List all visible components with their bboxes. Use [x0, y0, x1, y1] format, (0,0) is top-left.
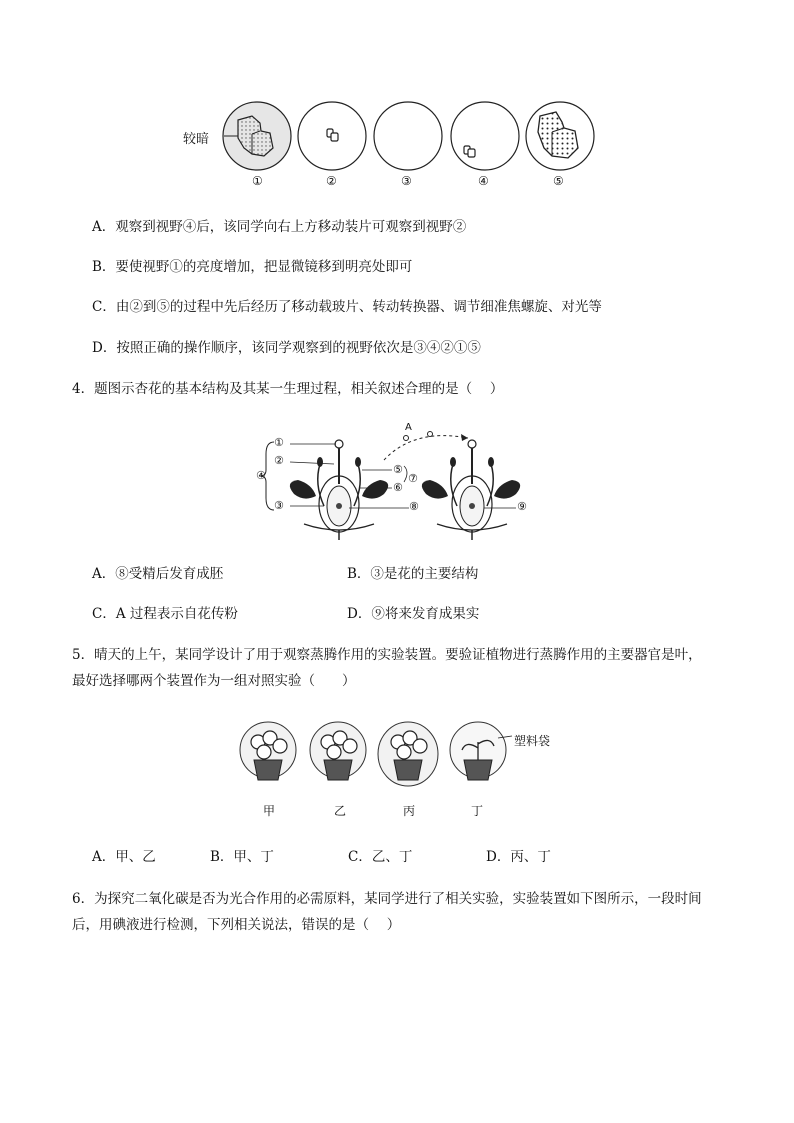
pot-bing — [378, 722, 438, 786]
flower-label-7: ⑦ — [408, 472, 418, 485]
flower-label-9: ⑨ — [517, 500, 527, 513]
pot-ding — [450, 722, 512, 780]
q4-stem: 4．题图示杏花的基本结构及其某一生理过程，相关叙述合理的是（ ） — [72, 381, 504, 397]
q4-option-b[interactable]: B．③是花的主要结构 — [347, 566, 479, 582]
view-5-large-cells — [526, 102, 594, 170]
view-3-empty — [374, 102, 442, 170]
flower-label-6: ⑥ — [393, 481, 403, 494]
q3-option-b[interactable]: B．要使视野①的亮度增加，把显微镜移到明亮处即可 — [92, 259, 413, 275]
view-label-5: ⑤ — [553, 174, 564, 188]
q5-stem-line-2: 最好选择哪两个装置作为一组对照实验（ ） — [72, 673, 356, 689]
pot-label-yi: 乙 — [334, 804, 347, 818]
q6-stem-line-1: 6．为探究二氧化碳是否为光合作用的必需原料，某同学进行了相关实验，实验装置如下图所示，一段时间 — [72, 891, 702, 907]
view-label-1: ① — [252, 174, 263, 188]
q4-option-d[interactable]: D．⑨将来发育成果实 — [347, 606, 480, 622]
dark-label: 较暗 — [183, 132, 210, 147]
view-label-2: ② — [326, 174, 337, 188]
q5-stem-line-1: 5．晴天的上午，某同学设计了用于观察蒸腾作用的实验装置。要验证植物进行蒸腾作用的主要器官是叶， — [72, 647, 702, 663]
microscope-views-svg — [180, 96, 600, 192]
q5-option-d[interactable]: D．丙、丁 — [486, 849, 551, 865]
q6-stem-line-2: 后，用碘液进行检测，下列相关说法，错误的是（ ） — [72, 917, 401, 933]
flower-label-3: ③ — [274, 499, 284, 512]
view-1-dark-field — [223, 102, 291, 170]
view-label-3: ③ — [401, 174, 412, 188]
q3-option-a[interactable]: A．观察到视野④后，该同学向右上方移动装片可观察到视野② — [92, 219, 467, 235]
view-4-offset-cells — [451, 102, 519, 170]
view-label-4: ④ — [478, 174, 489, 188]
q5-option-c[interactable]: C．乙、丁 — [348, 849, 413, 865]
transpiration-setup-figure — [236, 720, 546, 800]
flower-label-8: ⑧ — [409, 500, 419, 513]
q5-option-b[interactable]: B．甲、丁 — [210, 849, 274, 865]
flower-label-4: ④ — [256, 469, 266, 482]
flower-label-2: ② — [274, 454, 284, 467]
flower-label-5: ⑤ — [393, 463, 403, 476]
pot-label-bing: 丙 — [403, 804, 416, 818]
pot-yi — [310, 722, 366, 780]
pot-label-jia: 甲 — [263, 804, 276, 818]
flower-label-1: ① — [274, 436, 284, 449]
q5-option-a[interactable]: A．甲、乙 — [92, 849, 156, 865]
bag-label: 塑料袋 — [514, 734, 551, 748]
transpiration-setup-svg — [236, 720, 546, 800]
q3-option-c[interactable]: C．由②到⑤的过程中先后经历了移动载玻片、转动转换器、调节细准焦螺旋、对光等 — [92, 299, 602, 315]
microscope-views-figure — [180, 96, 600, 192]
right-flower — [422, 440, 520, 540]
pot-jia — [240, 722, 296, 780]
q4-option-c[interactable]: C．A 过程表示自花传粉 — [92, 606, 238, 622]
left-flower — [290, 440, 388, 540]
q3-option-d[interactable]: D．按照正确的操作顺序，该同学观察到的视野依次是③④②①⑤ — [92, 340, 481, 356]
q4-option-a[interactable]: A．⑧受精后发育成胚 — [92, 566, 224, 582]
view-2-small-cells — [298, 102, 366, 170]
pot-label-ding: 丁 — [471, 804, 484, 818]
process-label-a: A — [405, 422, 412, 433]
